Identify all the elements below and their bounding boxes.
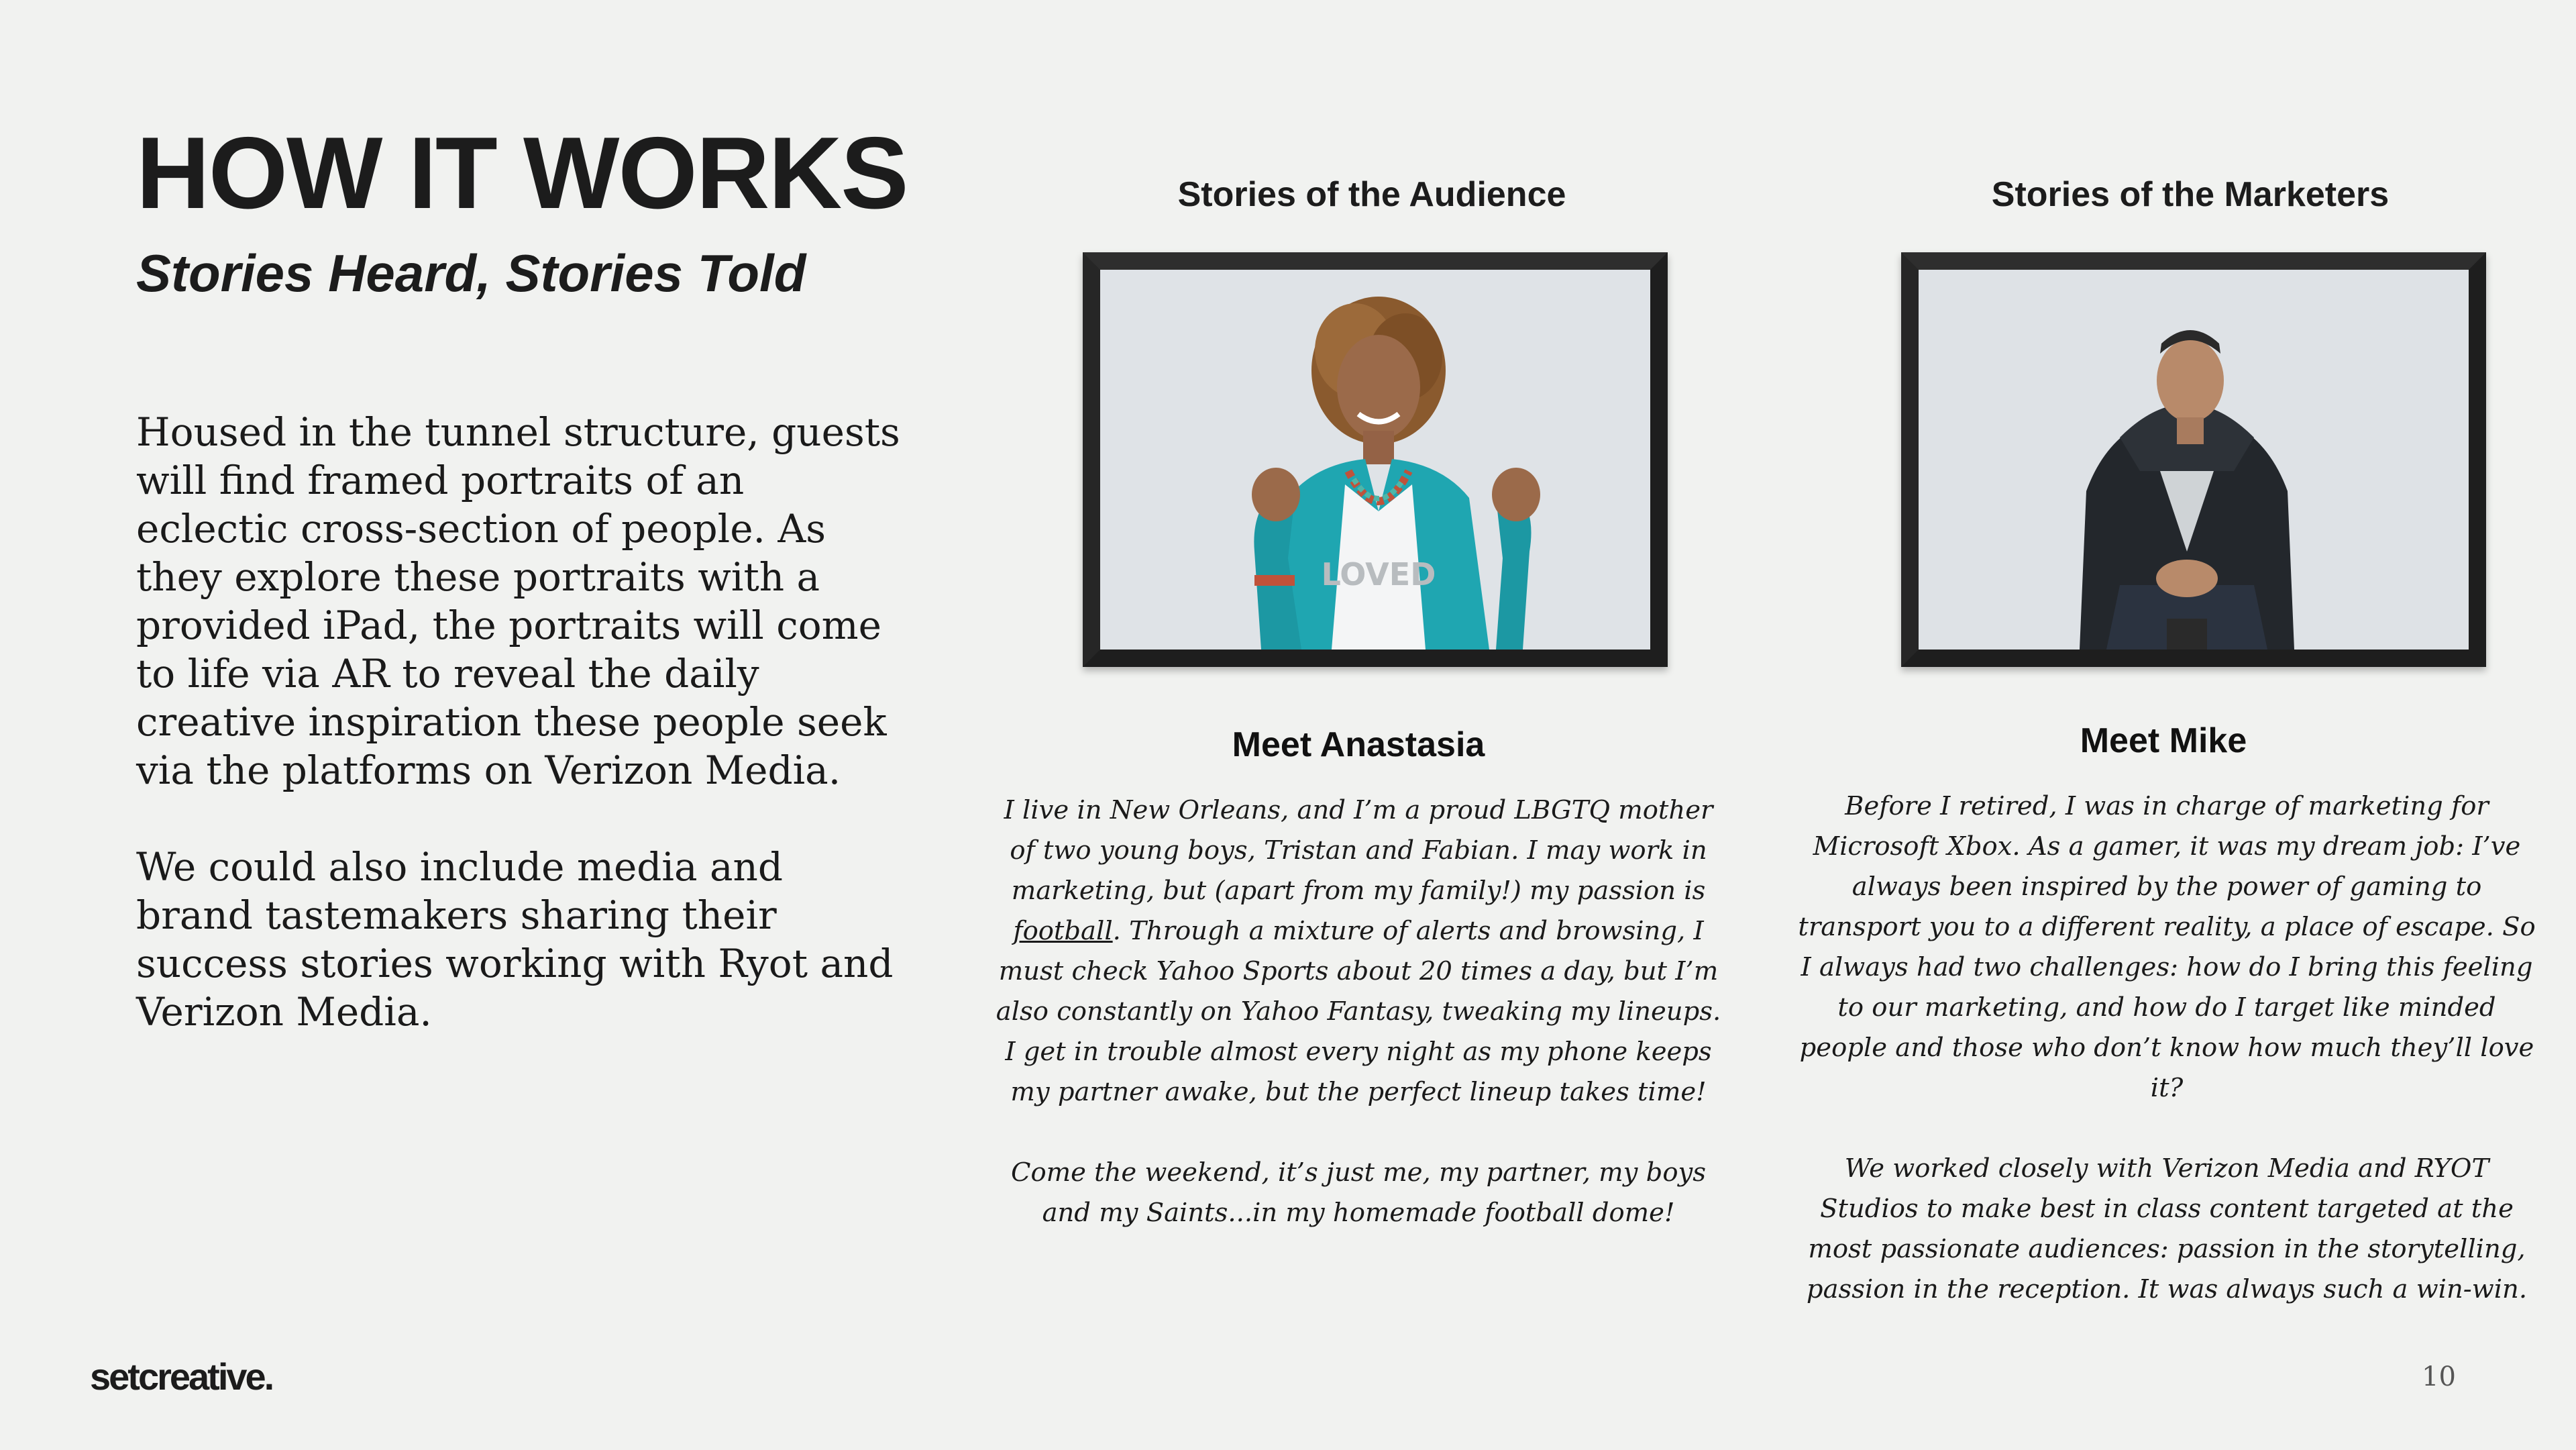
audience-story-text-a: I live in New Orleans, and I’m a proud LBGTQ mother of two young boys, Tristan and Fabian. I may work in marketing, but (apart from my family!) my passion is — [1004, 795, 1713, 906]
audience-story-text-b: . Through a mixture of alerts and browsing, I must check Yahoo Sports about 20 times a day, but I’m also constantly on Yahoo Fantasy, tweaking my lineups. I get in trouble almost every night as my phone keeps my partner awake, but the perfect lineup takes time! — [996, 916, 1721, 1107]
intro-text — [136, 408, 901, 1084]
football-link[interactable]: football — [1013, 916, 1113, 946]
audience-portrait-frame[interactable] — [1083, 252, 1668, 667]
marketers-portrait-image — [1919, 270, 2469, 650]
marketers-story-paragraph-1: Before I retired, I was in charge of marketing for Microsoft Xbox. As a gamer, it was my dream job: I’ve always been inspired by the power of gaming to transport you to a different reality, a place of escape. So I always had two challenges: how do I bring this feeling to our marketing, and how do I target like minded people and those who don’t know how much they’ll love it? — [1798, 791, 2536, 1103]
setcreative-logo: setcreative. — [90, 1355, 273, 1398]
intro-paragraph-1: Housed in the tunnel structure, guests will find framed portraits of an eclectic cross-section of people. As they explore these portraits with a provided iPad, the portraits will come to life via AR to reveal the daily creative inspiration these people seek via the platforms on Verizon Media. — [136, 409, 900, 793]
audience-portrait-image — [1100, 270, 1650, 650]
marketers-story — [1798, 786, 2536, 1350]
audience-heading: Stories of the Audience — [1177, 175, 1566, 214]
audience-name: Meet Anastasia — [1232, 725, 1485, 764]
marketers-story-paragraph-2: We worked closely with Verizon Media and RYOT Studios to make best in class content targeted at the most passionate audiences: passion in the storytelling, passion in the reception. It was always such a win-win. — [1806, 1153, 2528, 1304]
marketers-name: Meet Mike — [2080, 721, 2247, 760]
page-title: HOW IT WORKS — [136, 116, 908, 230]
marketers-heading: Stories of the Marketers — [1991, 175, 2390, 214]
marketers-portrait-frame[interactable] — [1901, 252, 2486, 667]
shirt-text: LOVED — [1321, 556, 1436, 592]
page-number: 10 — [2422, 1361, 2456, 1392]
intro-paragraph-2: We could also include media and brand tastemakers sharing their success stories working with Ryot and Verizon Media. — [136, 844, 894, 1035]
audience-story-paragraph-1 — [993, 790, 1724, 1112]
page-subtitle: Stories Heard, Stories Told — [136, 244, 806, 303]
audience-story — [993, 790, 1724, 1274]
audience-story-paragraph-2: Come the weekend, it’s just me, my partner, my boys and my Saints...in my homemade football dome! — [1010, 1157, 1707, 1228]
